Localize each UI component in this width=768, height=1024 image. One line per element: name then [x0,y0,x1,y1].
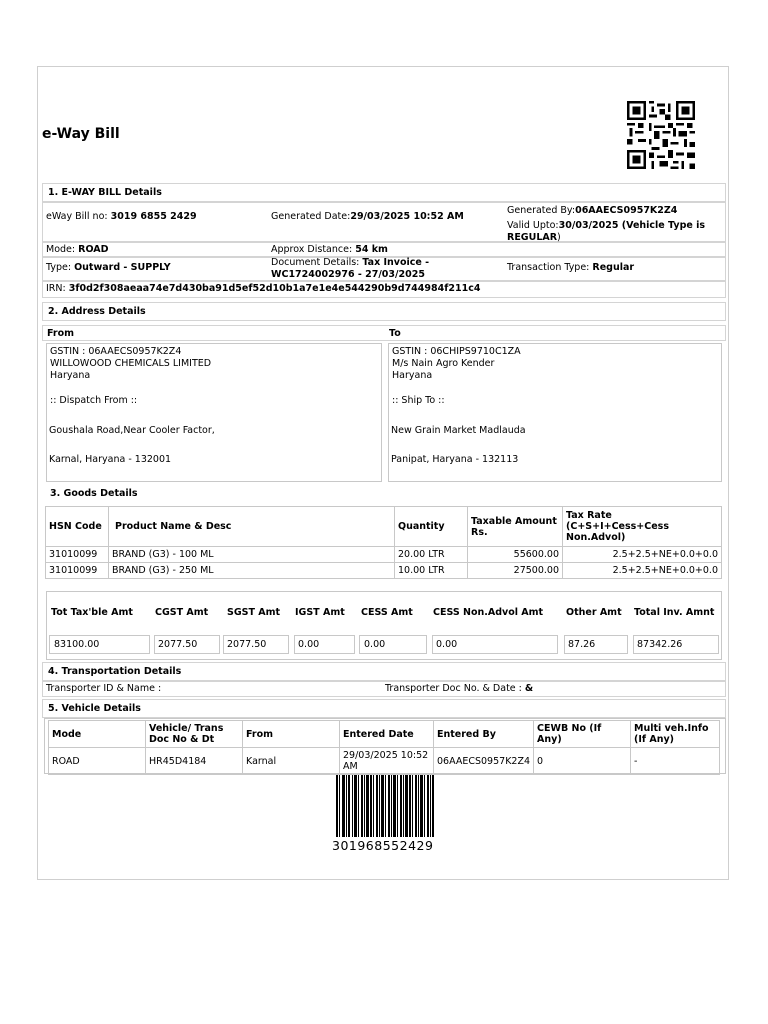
col-taxable-amount: Taxable Amount Rs. [468,507,563,547]
col-entered-by: Entered By [434,721,534,748]
document-details-label: Document Details: [271,257,360,268]
total-label-cess-nonadvol: CESS Non.Advol Amt [433,607,544,618]
row-2-hsn: 31010099 [46,563,109,579]
total-value-sgst: 2077.50 [227,639,267,650]
row-1-hsn: 31010099 [46,547,109,563]
mode [46,244,109,256]
approx-distance [271,244,388,256]
col-from: From [243,721,340,748]
row-2-qty: 10.00 LTR [395,563,468,579]
table-row [49,748,720,775]
transaction-type-label: Transaction Type: [507,262,590,273]
col-tax-rate: Tax Rate (C+S+I+Cess+Cess Non.Advol) [563,507,722,547]
to-gstin: GSTIN : 06CHIPS9710C1ZA [392,346,521,357]
irn-label: IRN: [46,283,66,294]
row-1-rate: 2.5+2.5+NE+0.0+0.0 [563,547,722,563]
goods-table [45,506,722,579]
from-address: Goushala Road,Near Cooler Factor, [49,425,215,436]
from-label: From [47,328,74,339]
generated-date-label: Generated Date: [271,211,351,222]
total-value-cess-nonadvol: 0.00 [436,639,458,650]
total-label-cess: CESS Amt [361,607,413,618]
total-value-cess: 0.00 [364,639,386,650]
vehicle-number: HR45D4184 [146,748,243,775]
to-name: M/s Nain Agro Kender [392,358,495,369]
col-entered-date: Entered Date [340,721,434,748]
row-2-rate: 2.5+2.5+NE+0.0+0.0 [563,563,722,579]
total-value-other: 87.26 [568,639,596,650]
transaction-type [507,262,634,274]
section-1-heading: 1. E-WAY BILL Details [42,183,726,202]
dispatch-from-label: :: Dispatch From :: [50,395,138,406]
col-multi-veh: Multi veh.Info (If Any) [631,721,720,748]
row-1-product: BRAND (G3) - 100 ML [109,547,395,563]
col-cewb: CEWB No (If Any) [534,721,631,748]
document-details [271,257,501,281]
irn-value: 3f0d2f308aeaa74e7d430ba91d5ef52d10b1a7e1e4e544290b9d744984f211c4 [68,283,481,294]
from-city: Karnal, Haryana - 132001 [49,454,172,465]
generated-date [271,211,464,223]
qr-code-icon [626,101,696,169]
page-title: e-Way Bill [42,126,120,142]
vehicle-mode: ROAD [49,748,146,775]
total-value-taxable: 83100.00 [54,639,100,650]
type [46,262,171,274]
section-5-heading: 5. Vehicle Details [42,699,726,718]
vehicle-header-row [49,721,720,748]
vehicle-from: Karnal [243,748,340,775]
type-value: Outward - SUPPLY [74,262,171,273]
total-label-igst: IGST Amt [295,607,345,618]
mode-value: ROAD [78,244,109,255]
generated-by [507,205,677,217]
total-label-other: Other Amt [566,607,622,618]
document-details-value: Tax Invoice - WC1724002976 - 27/03/2025 [271,257,430,280]
vehicle-cewb: 0 [534,748,631,775]
generated-by-value: 06AAECS0957K2Z4 [575,205,678,216]
ship-to-label: :: Ship To :: [392,395,445,406]
transporter-label: Transporter ID & Name : [46,683,162,694]
to-state: Haryana [392,370,433,381]
row-2-amount: 27500.00 [468,563,563,579]
col-quantity: Quantity [395,507,468,547]
table-row [46,563,722,579]
goods-header-row [46,507,722,547]
generated-by-label: Generated By: [507,205,576,216]
vehicle-multi: - [631,748,720,775]
col-mode: Mode [49,721,146,748]
transporter-doc-value: & [524,683,534,694]
mode-label: Mode: [46,244,76,255]
irn [46,283,480,295]
transporter-doc [385,683,533,695]
distance-value: 54 km [355,244,388,255]
from-state: Haryana [50,370,91,381]
vehicle-entered-by: 06AAECS0957K2Z4 [434,748,534,775]
from-name: WILLOWOOD CHEMICALS LIMITED [50,358,212,369]
total-label-taxable: Tot Tax'ble Amt [51,607,133,618]
address-header-row [42,325,726,341]
eway-bill-label: eWay Bill no: [46,211,108,222]
eway-bill-value: 3019 6855 2429 [110,211,197,222]
total-label-sgst: SGST Amt [227,607,281,618]
distance-label: Approx Distance: [271,244,353,255]
vehicle-entered-date: 29/03/2025 10:52 AM [340,748,434,775]
col-hsn: HSN Code [46,507,109,547]
row-1-qty: 20.00 LTR [395,547,468,563]
row-2-product: BRAND (G3) - 250 ML [109,563,395,579]
type-label: Type: [46,262,72,273]
transporter [46,683,161,695]
valid-upto-label: Valid Upto: [507,220,559,231]
valid-upto-value: 30/03/2025 (Vehicle Type is REGULAR [507,220,706,243]
to-label: To [389,328,401,339]
section-4-heading: 4. Transportation Details [42,662,726,681]
to-city: Panipat, Haryana - 132113 [391,454,519,465]
table-row [46,547,722,563]
barcode-number: 301968552429 [332,838,434,853]
generated-date-value: 29/03/2025 10:52 AM [350,211,464,222]
total-label-invoice: Total Inv. Amnt [634,607,715,618]
col-vehicle: Vehicle/ Trans Doc No & Dt [146,721,243,748]
to-address: New Grain Market Madlauda [391,425,526,436]
total-value-igst: 0.00 [298,639,320,650]
row-1-amount: 55600.00 [468,547,563,563]
total-label-cgst: CGST Amt [155,607,209,618]
section-2-heading: 2. Address Details [42,302,726,321]
valid-upto-suffix: ) [557,232,561,243]
transporter-doc-label: Transporter Doc No. & Date : [385,683,522,694]
from-gstin: GSTIN : 06AAECS0957K2Z4 [50,346,182,357]
total-value-invoice: 87342.26 [637,639,683,650]
col-product: Product Name & Desc [109,507,395,547]
valid-upto [507,220,722,244]
vehicle-table [48,720,720,775]
barcode-icon [336,775,434,837]
total-value-cgst: 2077.50 [158,639,198,650]
section-3-heading: 3. Goods Details [50,488,138,499]
transaction-type-value: Regular [592,262,635,273]
eway-bill-number [46,211,197,223]
